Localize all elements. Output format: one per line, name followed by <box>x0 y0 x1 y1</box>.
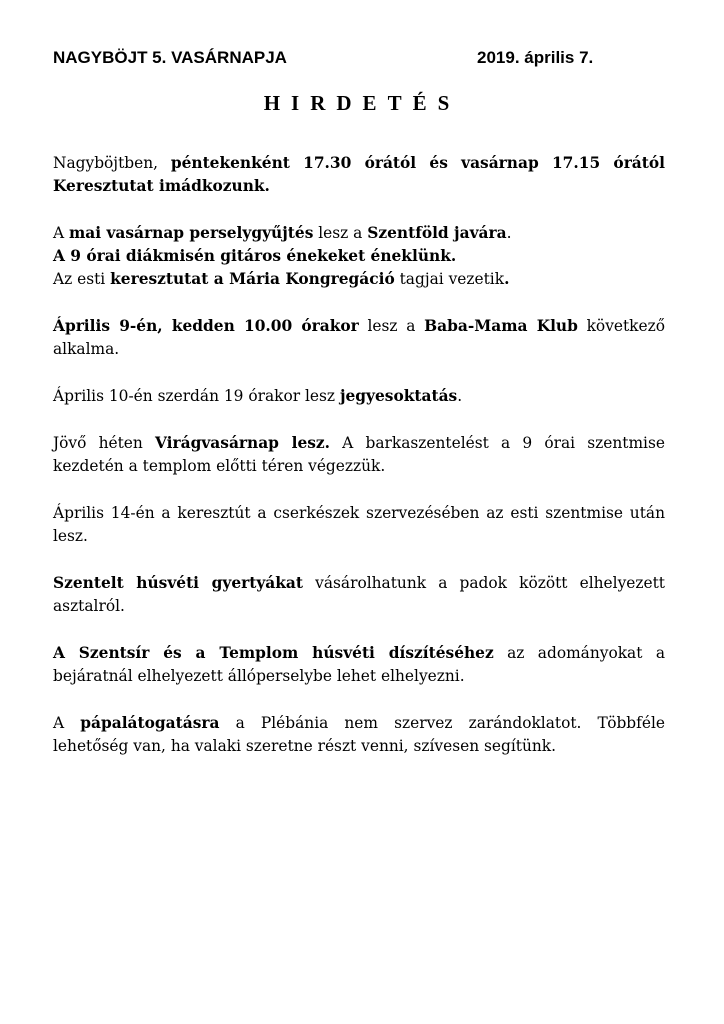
text: A barkaszentelést a 9 órai szentmise kezdetén a templom előtti téren végezzük. <box>53 434 665 475</box>
text: Április 14-én a keresztút a cserkészek szervezésében az esti szentmise után lesz. <box>53 504 665 545</box>
paragraph-gap <box>53 478 665 502</box>
text: tagjai vezetik <box>394 270 505 288</box>
header-date: 2019. április 7. <box>477 48 594 67</box>
bold-text: Baba-Mama Klub <box>424 317 578 335</box>
text: következő alkalma. <box>53 317 665 358</box>
bold-text: keresztutat a Mária Kongregáció <box>110 270 395 288</box>
text: . <box>506 224 512 242</box>
text: Nagyböjtben, <box>53 154 171 172</box>
announcement-p5 <box>53 432 665 478</box>
paragraph-gap <box>53 361 665 385</box>
text: Az esti <box>53 270 111 288</box>
bold-text: A 9 órai diákmisén gitáros énekeket éneklünk. <box>53 247 457 265</box>
bold-text: A Szentsír és a Templom húsvéti díszítéséhez <box>53 644 494 662</box>
text: a Plébánia nem szervez zarándoklatot. Többféle lehetőség van, ha valaki szeretne részt venni, szívesen segítünk. <box>53 714 665 755</box>
bold-text: Virágvasárnap lesz. <box>155 434 330 452</box>
bold-text: pápalátogatásra <box>80 714 220 732</box>
paragraph-gap <box>53 408 665 432</box>
text: lesz a <box>358 317 425 335</box>
announcement-p2-line-1 <box>53 222 665 245</box>
text: vásárolhatunk a padok között elhelyezett asztalról. <box>53 574 665 615</box>
text: A <box>53 714 81 732</box>
announcement-p7 <box>53 572 665 618</box>
announcement-p6 <box>53 502 665 548</box>
bold-text: Április 9-én, kedden 10.00 órakor <box>53 317 359 335</box>
bold-text: . <box>504 270 510 288</box>
text: lesz a <box>313 224 368 242</box>
announcement-p2-line-2 <box>53 245 665 268</box>
bold-text: Szentelt húsvéti gyertyákat <box>53 574 304 592</box>
bold-text: jegyesoktatás <box>339 387 458 405</box>
announcement-p8 <box>53 642 665 688</box>
paragraph-gap <box>53 198 665 222</box>
paragraph-gap <box>53 618 665 642</box>
text: Jövő héten <box>53 434 155 452</box>
bold-text: péntekenként 17.30 órától és vasárnap 17.15 órától Keresztutat imádkozunk. <box>53 154 665 195</box>
announcement-p1 <box>53 152 665 198</box>
announcement-p2-line-3 <box>53 268 665 291</box>
document-title: HIRDETÉS <box>263 91 461 115</box>
announcement-p4 <box>53 385 665 408</box>
bold-text: Szentföld javára <box>367 224 507 242</box>
text: A <box>53 224 70 242</box>
paragraph-gap <box>53 548 665 572</box>
announcement-p3 <box>53 315 665 361</box>
text: Április 10-én szerdán 19 órakor lesz <box>53 387 340 405</box>
announcement-body <box>53 152 665 758</box>
paragraph-gap <box>53 291 665 315</box>
paragraph-gap <box>53 688 665 712</box>
text: . <box>457 387 463 405</box>
announcement-p9 <box>53 712 665 758</box>
header-occasion: NAGYBÖJT 5. VASÁRNAPJA <box>53 48 287 67</box>
text: az adományokat a bejáratnál elhelyezett állóperselybe lehet elhelyezni. <box>53 644 665 685</box>
bold-text: mai vasárnap perselygyűjtés <box>69 224 314 242</box>
